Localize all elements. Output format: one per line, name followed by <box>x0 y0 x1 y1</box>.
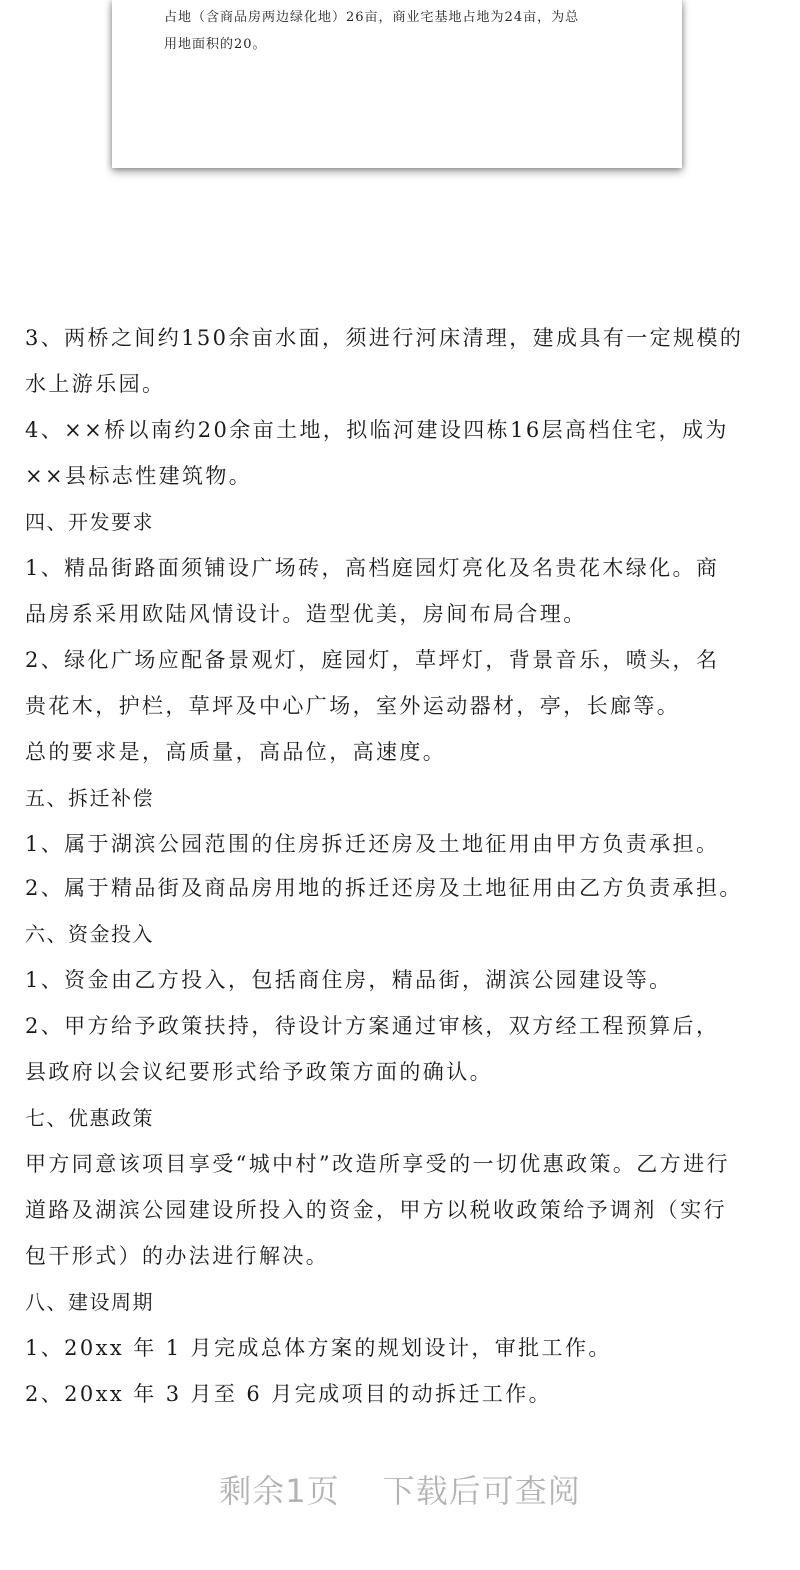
paragraph-line: 甲方同意该项目享受“城中村”改造所享受的一切优惠政策。乙方进行 <box>25 1152 730 1176</box>
paragraph-line: ××县标志性建筑物。 <box>25 464 253 488</box>
preview-line-2: 用地面积的20。 <box>164 37 267 52</box>
paragraph-line: 1、属于湖滨公园范围的住房拆迁还房及土地征用由甲方负责承担。 <box>25 832 720 856</box>
document-preview-card <box>112 0 682 168</box>
paragraph-line: 1、20xx 年 1 月完成总体方案的规划设计，审批工作。 <box>25 1336 612 1360</box>
section-heading: 六、资金投入 <box>25 922 154 946</box>
paragraph-line: 4、××桥以南约20余亩土地，拟临河建设四栋16层高档住宅，成为 <box>25 418 729 442</box>
section-heading: 五、拆迁补偿 <box>25 786 154 810</box>
paragraph-line: 品房系采用欧陆风情设计。造型优美，房间布局合理。 <box>25 602 587 626</box>
paragraph-line: 2、属于精品街及商品房用地的拆迁还房及土地征用由乙方负责承担。 <box>25 876 743 900</box>
section-heading: 七、优惠政策 <box>25 1106 154 1130</box>
paragraph-line: 总的要求是，高质量，高品位，高速度。 <box>25 740 447 764</box>
paragraph-line: 1、精品街路面须铺设广场砖，高档庭园灯亮化及名贵花木绿化。商 <box>25 556 720 580</box>
paragraph-line: 包干形式）的办法进行解决。 <box>25 1244 330 1268</box>
preview-line-1: 占地（含商品房两边绿化地）26亩，商业宅基地占地为24亩，为总 <box>164 10 580 25</box>
paragraph-line: 3、两桥之间约150余亩水面，须进行河床清理，建成具有一定规模的 <box>25 326 744 350</box>
section-heading: 四、开发要求 <box>25 510 154 534</box>
paragraph-line: 2、甲方给予政策扶持，待设计方案通过审核，双方经工程预算后， <box>25 1014 720 1038</box>
paragraph-line: 道路及湖滨公园建设所投入的资金，甲方以税收政策给予调剂（实行 <box>25 1198 727 1222</box>
download-hint-label: 下载后可查阅 <box>382 1472 581 1510</box>
section-heading: 八、建设周期 <box>25 1290 154 1314</box>
paragraph-line: 贵花木，护栏，草坪及中心广场，室外运动器材，亭，长廊等。 <box>25 694 681 718</box>
paragraph-line: 2、20xx 年 3 月至 6 月完成项目的动拆迁工作。 <box>25 1382 553 1406</box>
paragraph-line: 2、绿化广场应配备景观灯，庭园灯，草坪灯，背景音乐，喷头，名 <box>25 648 720 672</box>
remaining-pages-label: 剩余1页 <box>219 1472 340 1510</box>
paragraph-line: 水上游乐园。 <box>25 372 166 396</box>
paragraph-line: 1、资金由乙方投入，包括商住房，精品街，湖滨公园建设等。 <box>25 968 673 992</box>
paragraph-line: 县政府以会议纪要形式给予政策方面的确认。 <box>25 1060 493 1084</box>
download-prompt[interactable] <box>0 1466 800 1512</box>
